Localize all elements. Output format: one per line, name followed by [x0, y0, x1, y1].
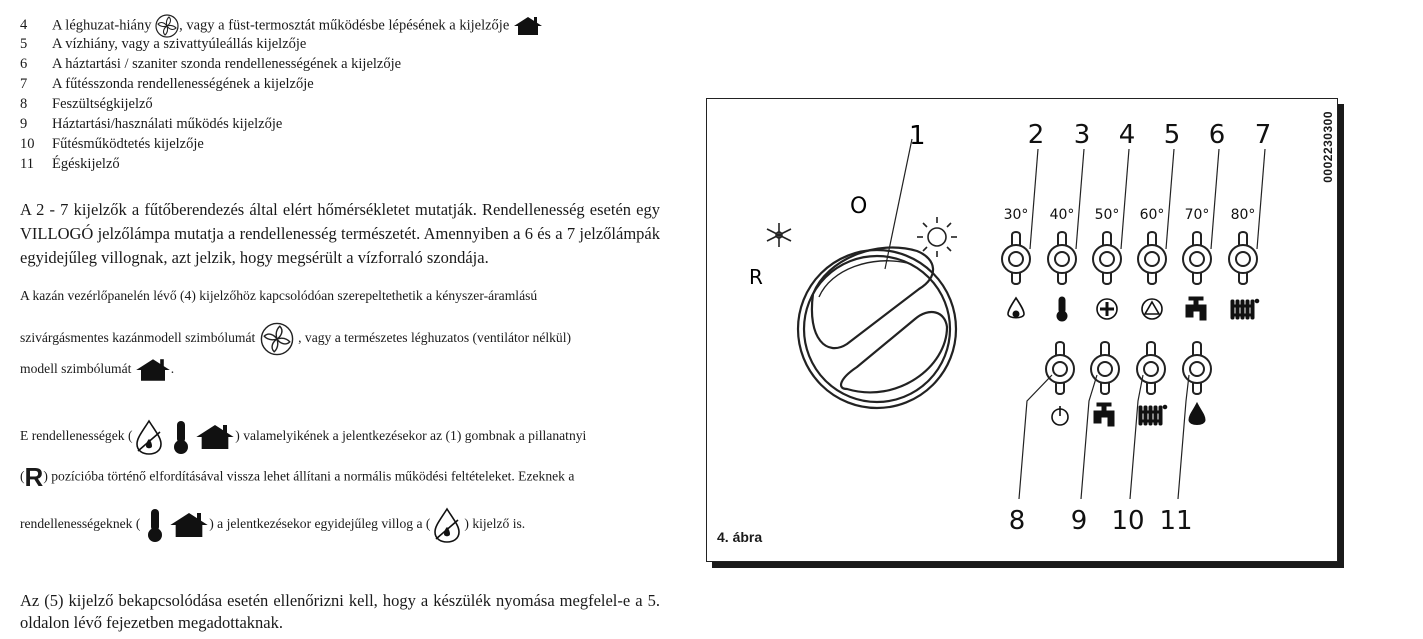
text-line: modell szimbólumát: [20, 361, 132, 377]
legend-list: [20, 14, 680, 174]
main-knob: [798, 248, 956, 408]
fan-icon: [259, 322, 295, 356]
text-line: E rendellenességek (: [20, 428, 133, 444]
power-icon: [1052, 406, 1068, 425]
indicator-number-label: 10: [1111, 506, 1145, 536]
indicator-lamp: [1048, 232, 1076, 284]
indicator-leader-line: [1130, 375, 1143, 499]
indicator-number-label: 8: [1008, 506, 1026, 536]
control-panel-figure: [706, 98, 1338, 562]
legend-number: 10: [20, 136, 35, 152]
faucet-icon: [1094, 403, 1114, 426]
indicator-number-label: 2: [1027, 120, 1045, 150]
legend-item-9: [20, 114, 680, 134]
indicator-leader-line: [1211, 149, 1219, 249]
text-line: A kazán vezérlőpanelén lévő (4) kijelzőhöz kapcsolódóan szerepeltethetik a kényszer-áramlású: [20, 288, 538, 303]
house-chimney-icon: [195, 423, 235, 451]
reset-symbol: R: [24, 462, 44, 492]
paragraph-pressure-check: Az (5) kijelző bekapcsolódása esetén ellenőrizni kell, hogy a készülék nyomása megfelel-e a 5. oldalon lévő fejezetben megadottaknak.: [20, 591, 660, 632]
legend-text: Feszültségkijelző: [52, 96, 153, 112]
indicator-leader-line: [1081, 375, 1097, 499]
top-indicator-6: [1183, 120, 1225, 320]
knob-number-label: 1: [909, 121, 926, 151]
pump-icon: [1142, 299, 1162, 319]
top-indicator-3: [1048, 120, 1090, 321]
indicator-lamp: [1229, 232, 1257, 284]
temperature-label: 50°: [1094, 207, 1120, 223]
legend-text: A fűtésszonda rendellenességének a kijelzője: [52, 76, 314, 92]
sun-icon: [917, 217, 957, 257]
indicator-number-label: 3: [1073, 120, 1091, 150]
figure-code: 0002230300: [1321, 111, 1335, 183]
faucet-icon: [1186, 297, 1206, 320]
radiator-icon: [1139, 405, 1167, 425]
text-line: ) a jelentkezésekor egyidejűleg villog a (: [209, 516, 431, 532]
crossed-flame-icon: [430, 506, 464, 544]
legend-text: , vagy a füst-termosztát működésbe lépésének a kijelzője: [179, 17, 510, 34]
temperature-label: 80°: [1230, 207, 1256, 223]
thermometer-icon: [144, 506, 166, 544]
indicator-lamp: [1138, 232, 1166, 284]
indicator-lamp: [1093, 232, 1121, 284]
fan-icon: [1097, 299, 1117, 319]
house-chimney-icon: [513, 16, 543, 36]
temperature-label: 30°: [1003, 207, 1029, 223]
top-indicator-4: [1093, 120, 1135, 319]
text-line: szivárgásmentes kazánmodell szimbólumát: [20, 330, 256, 346]
flame-icon: [1008, 298, 1024, 318]
indicator-lamp: [1091, 342, 1119, 394]
legend-number: 9: [20, 116, 28, 132]
thermometer-icon: [170, 418, 192, 456]
top-indicator-7: [1229, 120, 1271, 319]
indicator-lamp: [1046, 342, 1074, 394]
text-line: , vagy a természetes léghuzatos (ventilátor nélkül): [298, 330, 572, 346]
paragraph-fan-symbols: [20, 288, 660, 383]
house-chimney-icon: [135, 358, 171, 382]
top-indicator-2: [1002, 120, 1044, 318]
thermometer-icon: [1057, 297, 1067, 321]
knob-off-label: O: [850, 194, 868, 219]
temperature-label: 40°: [1049, 207, 1075, 223]
indicator-leader-line: [1166, 149, 1174, 249]
text-line: ) kijelző is.: [464, 516, 526, 532]
legend-text: A háztartási / szaniter szonda rendellenességének a kijelzője: [52, 56, 402, 72]
text-line: .: [170, 361, 175, 377]
legend-number: 11: [20, 156, 34, 172]
temperature-label: 60°: [1139, 207, 1165, 223]
text-line: (: [20, 468, 25, 484]
legend-number: 7: [20, 76, 28, 92]
indicator-number-label: 11: [1159, 506, 1193, 536]
indicator-number-label: 7: [1254, 120, 1272, 150]
text-line: rendellenességeknek (: [20, 516, 141, 532]
indicator-number-label: 9: [1070, 506, 1088, 536]
legend-number: 5: [20, 36, 28, 52]
legend-item-5: [20, 34, 680, 54]
legend-number: 4: [20, 17, 28, 34]
indicator-leader-line: [1178, 375, 1189, 499]
paragraph-reset-instructions: [20, 410, 660, 545]
bottom-indicator-11: [1159, 342, 1211, 536]
knob-reset-label: R: [749, 265, 763, 289]
legend-item-11: [20, 154, 680, 174]
legend-number: 6: [20, 56, 28, 72]
indicator-leader-line: [1076, 149, 1084, 249]
legend-item-10: [20, 134, 680, 154]
indicator-number-label: 5: [1163, 120, 1181, 150]
indicator-number-label: 6: [1208, 120, 1226, 150]
indicator-leader-line: [1121, 149, 1129, 249]
legend-item-6: [20, 54, 680, 74]
indicator-number-label: 4: [1118, 120, 1136, 150]
legend-text: Fűtésműködtetés kijelzője: [52, 136, 204, 152]
temperature-label: 70°: [1184, 207, 1210, 223]
legend-text: Égéskijelző: [52, 156, 120, 172]
crossed-flame-icon: [132, 418, 166, 456]
figure-caption: 4. ábra: [717, 529, 763, 545]
legend-number: 8: [20, 96, 28, 112]
indicator-leader-line: [1257, 149, 1265, 249]
text-line: ) valamelyikének a jelentkezésekor az (1) gombnak a pillanatnyi: [235, 428, 587, 444]
indicator-lamp: [1183, 232, 1211, 284]
legend-item-4: [20, 14, 680, 34]
indicator-leader-line: [1019, 375, 1052, 499]
top-indicator-5: [1138, 120, 1180, 319]
legend-item-7: [20, 74, 680, 94]
text-line: ) pozícióba történő elfordításával vissza lehet állítani a normális működési feltételeket. Ezeknek a: [43, 468, 575, 484]
control-panel-diagram: [707, 99, 1337, 561]
drop-icon: [1189, 403, 1205, 425]
legend-text: Háztartási/használati működés kijelzője: [52, 116, 283, 132]
bottom-indicator-8: [1009, 342, 1074, 536]
house-chimney-icon: [169, 511, 209, 539]
legend-text: A vízhiány, vagy a szivattyúleállás kijelzője: [52, 36, 307, 52]
radiator-icon: [1231, 299, 1259, 319]
legend-text: A léghuzat-hiány: [52, 17, 152, 34]
snowflake-icon: [767, 223, 791, 247]
legend-item-8: [20, 94, 680, 114]
indicator-lamp: [1002, 232, 1030, 284]
paragraph-temperature-indicators: A 2 - 7 kijelzők a fűtőberendezés által elért hőmérsékletet mutatják. Rendellenesség esetén egy VILLOGÓ jelzőlámpa mutatja a rendellenesség természetét. Amennyiben a 6 és a 7 jelzőlámpák egyidejűleg villognak, azt jelzik, hogy megsérült a vízforraló szondája.: [20, 200, 660, 267]
indicator-leader-line: [1030, 149, 1038, 249]
